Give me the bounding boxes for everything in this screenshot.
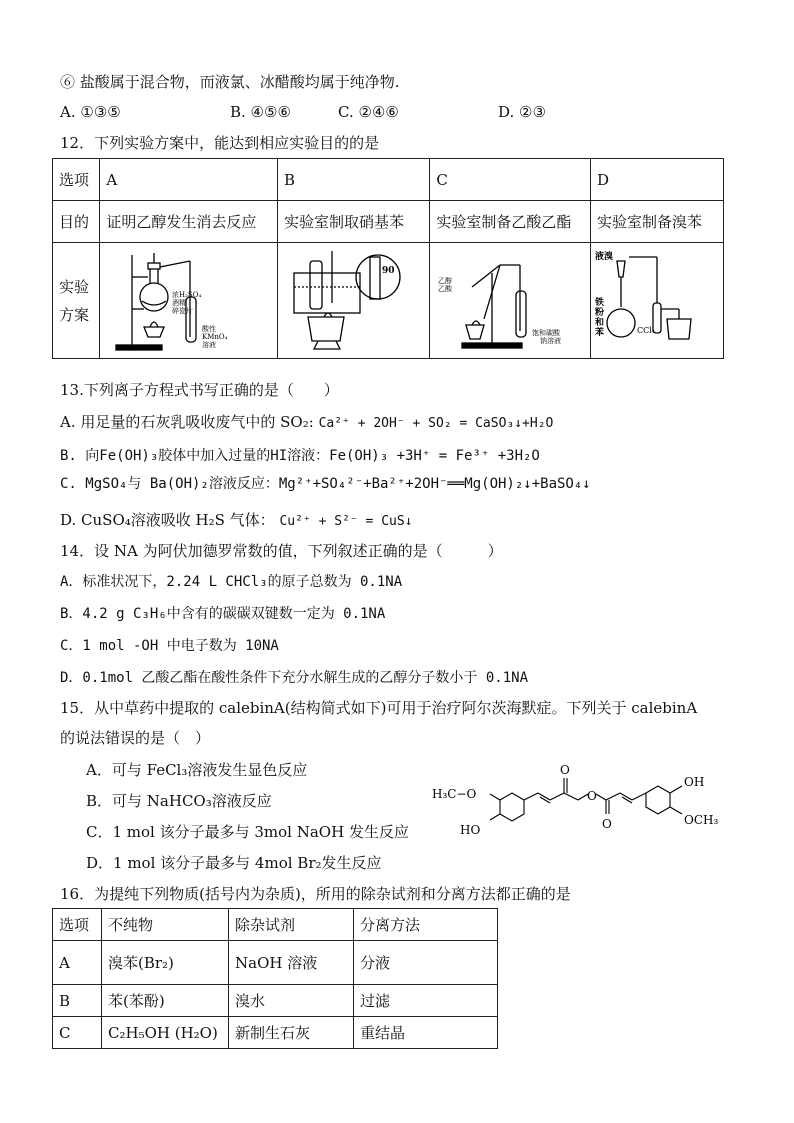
q12-scheme-label-2: 方案 [59,305,90,324]
q12-table [52,158,724,359]
q12-apparatus-c [430,243,591,359]
q13-d-equation: Cu²⁺ + S²⁻ = CuS↓ [279,514,413,529]
q13-d-text: D. CuSO₄溶液吸收 H₂S 气体： [60,511,275,529]
label-chips: 碎瓷片 [172,306,194,315]
q12-purpose-b: 实验室制取硝基苯 [278,201,430,243]
q16-row-b-impure: 苯(苯酚) [102,985,229,1017]
q11-option-d[interactable]: D. ②③ [498,103,546,121]
table-row [53,941,498,985]
label-temperature: 90 [382,265,395,276]
q13-stem: 13.下列离子方程式书写正确的是（ ） [60,381,339,399]
q16-row-a-option: A [53,941,102,985]
q12-apparatus-d [591,243,724,359]
apparatus-d-drawing [593,247,721,355]
q12-header-d: D [591,159,724,201]
q16-row-b-option: B [53,985,102,1017]
q12-apparatus-b [278,243,430,359]
label-sat-na2co3-1: 饱和碳酸 [532,328,561,337]
q16-header-method: 分离方法 [354,909,498,941]
q14-option-c[interactable]: C．1 mol -OH 中电子数为 10NA [60,638,279,654]
q12-scheme-label [53,243,100,359]
label-acid-kmno4-2: KMnO₄ [202,332,228,341]
q15-option-c[interactable]: C．1 mol 该分子最多与 3mol NaOH 发生反应 [86,823,409,841]
apparatus-c-drawing [432,247,582,355]
q13-option-b[interactable]: B. 向Fe(OH)₃胶体中加入过量的HI溶液：Fe(OH)₃ +3H⁺ = Fe³⁺ +3H₂O [60,448,540,464]
q14-stem: 14．设 NA 为阿伏加德罗常数的值，下列叙述正确的是（ ） [60,542,503,560]
q13-a-equation: Ca²⁺ + 2OH⁻ + SO₂ = CaSO₃↓+H₂O [318,416,554,431]
q12-apparatus-a [100,243,278,359]
struct-ho-left: HO [460,823,481,837]
label-iron-4: 苯 [595,327,605,338]
q13-option-d[interactable] [60,510,413,532]
q12-header-a: A [100,159,278,201]
q12-scheme-label-1: 实验 [59,277,90,296]
q14-option-a[interactable]: A．标准状况下，2.24 L CHCl₃的原子总数为 0.1NA [60,574,403,590]
struct-och3: OCH₃ [684,813,719,827]
q16-row-a-impure: 溴苯(Br₂) [102,941,229,985]
q12-purpose-label: 目的 [53,201,100,243]
struct-oh-right: OH [684,775,705,789]
q16-row-b-method: 过滤 [354,985,498,1017]
label-ethanol-c: 乙醇 [438,276,453,285]
q12-header-b: B [278,159,430,201]
struct-carbonyl-o: O [602,817,612,831]
q15-option-a[interactable]: A．可与 FeCl₃溶液发生显色反应 [86,761,308,779]
label-iron-2: 粉 [595,307,605,318]
q12-purpose-d: 实验室制备溴苯 [591,201,724,243]
q13-a-text: A. 用足量的石灰乳吸收废气中的 SO₂: [60,413,314,431]
label-iron-1: 铁 [595,297,605,308]
q16-row-a-method: 分液 [354,941,498,985]
apparatus-b-drawing [280,247,420,355]
q14-option-d[interactable]: D．0.1mol 乙酸乙酯在酸性条件下充分水解生成的乙醇分子数小于 0.1NA [60,670,529,686]
q13-option-c[interactable]: C. MgSO₄与 Ba(OH)₂溶液反应：Mg²⁺+SO₄²⁻+Ba²⁺+2OH⁻══Mg(OH)₂↓+BaSO₄↓ [60,476,591,492]
q16-row-c-option: C [53,1017,102,1049]
label-acetic-acid-c: 乙酸 [438,284,453,293]
q11-option-a[interactable]: A. ①③⑤ [60,103,121,121]
label-iron-3: 和 [595,317,605,328]
q16-header-impure: 不纯物 [102,909,229,941]
q11-option-b[interactable]: B. ④⑤⑥ [230,103,291,121]
struct-ketone-o: O [560,763,570,777]
q12-header-c: C [430,159,591,201]
q16-row-c-reagent: 新制生石灰 [229,1017,354,1049]
label-acid-kmno4-1: 酸性 [202,324,217,333]
q16-row-c-impure: C₂H₅OH (H₂O) [102,1017,229,1049]
label-sat-na2co3-2: 钠溶液 [540,336,562,345]
q12-purpose-c: 实验室制备乙酸乙酯 [430,201,591,243]
label-conc-h2so4: 浓H₂SO₄ [172,290,202,299]
q11-option-c[interactable]: C. ②④⑥ [338,103,399,121]
q16-row-b-reagent: 溴水 [229,985,354,1017]
label-ccl4: CCl₄ [637,325,656,335]
label-liquid-bromine: 液溴 [595,251,614,262]
struct-ester-o: O [587,789,597,803]
q12-header-option: 选项 [53,159,100,201]
q16-row-c-method: 重结晶 [354,1017,498,1049]
q16-table [52,908,498,1049]
q15-option-b[interactable]: B．可与 NaHCO₃溶液反应 [86,792,272,810]
q14-option-b[interactable]: B．4.2 g C₃H₆中含有的碳碳双键数一定为 0.1NA [60,606,386,622]
q13-option-a[interactable] [60,412,553,434]
q16-header-reagent: 除杂试剂 [229,909,354,941]
label-acid-kmno4-3: 溶液 [202,340,217,349]
table-row [53,985,498,1017]
q16-header-option: 选项 [53,909,102,941]
calebin-a-structure [430,758,730,848]
q12-stem: 12．下列实验方案中，能达到相应实验目的的是 [60,134,380,152]
table-row [53,1017,498,1049]
q16-stem: 16．为提纯下列物质(括号内为杂质)，所用的除杂试剂和分离方法都正确的是 [60,885,571,903]
struct-h3co: H₃C−O [432,787,477,801]
label-ethanol: 酒精 [172,298,187,307]
apparatus-a-drawing [102,247,270,355]
q15-option-d[interactable]: D．1 mol 该分子最多与 4mol Br₂发生反应 [86,854,382,872]
q15-stem-line2: 的说法错误的是（ ） [60,729,211,747]
q12-purpose-a: 证明乙醇发生消去反应 [100,201,278,243]
q11-item6: ⑥ 盐酸属于混合物，而液氯、冰醋酸均属于纯净物. [60,73,400,91]
q15-stem-line1: 15．从中草药中提取的 calebinA(结构简式如下)可用于治疗阿尔茨海默症。下列关于 calebinA [60,699,698,717]
q16-row-a-reagent: NaOH 溶液 [229,941,354,985]
